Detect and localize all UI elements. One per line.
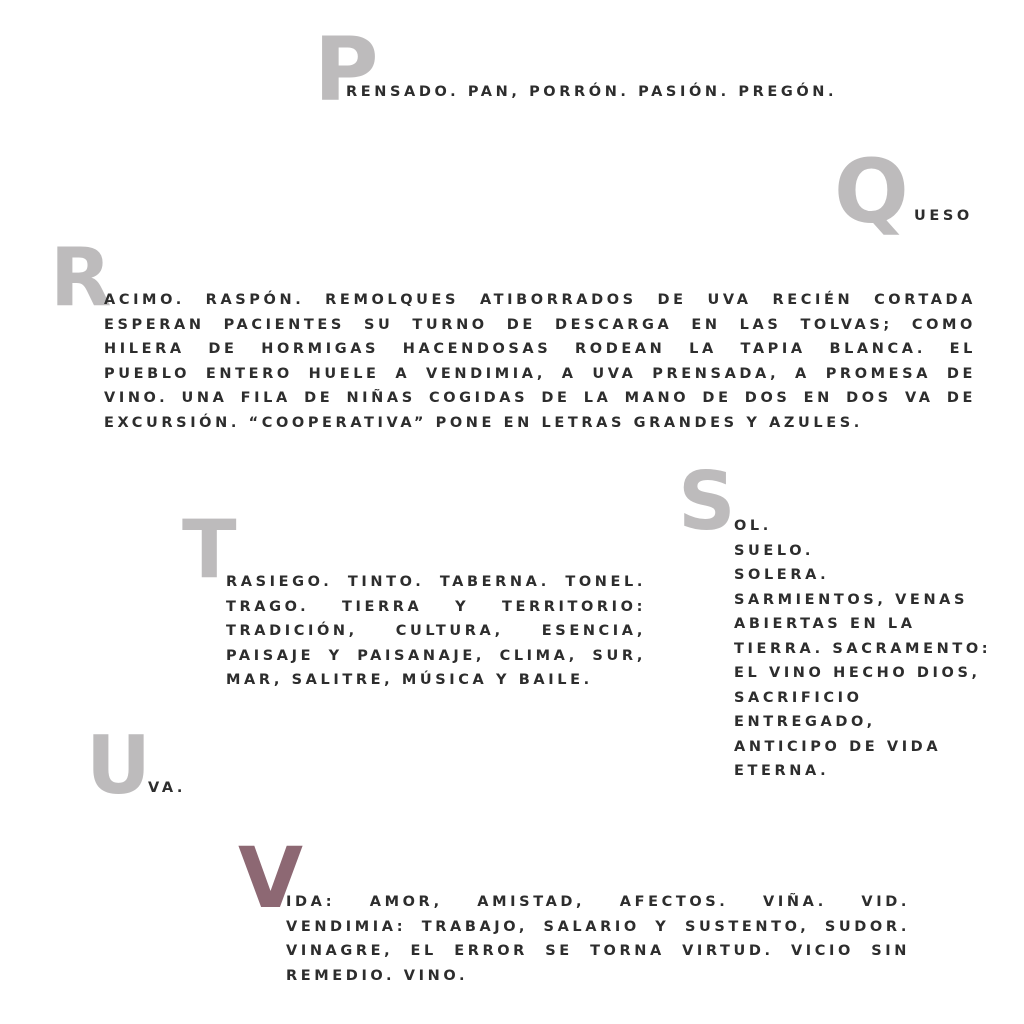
- entry-t-line: TRAGO. TIERRA Y TERRITORIO:: [226, 598, 646, 615]
- entry-s-line: ETERNA.: [734, 763, 830, 779]
- entry-v-line: REMEDIO. VINO.: [286, 967, 469, 984]
- entry-u-text: [148, 776, 186, 801]
- entry-s-line: ENTREGADO,: [734, 714, 876, 730]
- entry-q-line: UESO: [914, 208, 973, 224]
- entry-v-line: IDA: AMOR, AMISTAD, AFECTOS. VIÑA. VID.: [286, 894, 910, 910]
- drop-cap-p: P: [314, 18, 379, 121]
- entry-r-line: EXCURSIÓN. “COOPERATIVA” PONE EN LETRAS GRANDES Y AZULES.: [104, 414, 863, 431]
- entry-t-line: PAISAJE Y PAISANAJE, CLIMA, SUR,: [226, 647, 646, 664]
- entry-s-line: SOLERA.: [734, 567, 830, 583]
- entry-v-line: VENDIMIA: TRABAJO, SALARIO Y SUSTENTO, SUDOR.: [286, 918, 910, 935]
- entry-t-line: MAR, SALITRE, MÚSICA Y BAILE.: [226, 672, 593, 688]
- entry-r-line: VINO. UNA FILA DE NIÑAS COGIDAS DE LA MANO DE DOS EN DOS VA DE: [104, 390, 976, 406]
- entry-t-line: RASIEGO. TINTO. TABERNA. TONEL.: [226, 574, 646, 590]
- entry-r-text: [104, 288, 976, 435]
- drop-cap-v: V: [238, 829, 304, 927]
- entry-r-line: HILERA DE HORMIGAS HACENDOSAS RODEAN LA TAPIA BLANCA. EL: [104, 341, 976, 357]
- drop-cap-q: Q: [834, 140, 909, 243]
- entry-s-line: SARMIENTOS, VENAS: [734, 591, 969, 608]
- drop-cap-r: R: [50, 231, 112, 324]
- entry-q-text: [914, 204, 973, 229]
- entry-u-line: VA.: [148, 780, 187, 796]
- entry-s-line: TIERRA. SACRAMENTO:: [734, 640, 992, 657]
- entry-s-line: ABIERTAS EN LA: [734, 616, 916, 632]
- drop-cap-s: S: [678, 455, 736, 548]
- drop-cap-t: T: [182, 503, 237, 596]
- entry-r-line: PUEBLO ENTERO HUELE A VENDIMIA, A UVA PRENSADA, A PROMESA DE: [104, 365, 976, 382]
- drop-cap-u: U: [86, 719, 151, 812]
- entry-s-text: [734, 514, 991, 784]
- entry-p-line: RENSADO. PAN, PORRÓN. PASIÓN. PREGÓN.: [346, 84, 838, 100]
- entry-t-text: [226, 570, 646, 693]
- entry-r-line: ACIMO. RASPÓN. REMOLQUES ATIBORRADOS DE UVA RECIÉN CORTADA: [104, 292, 976, 308]
- entry-p-text: [346, 80, 837, 105]
- entry-v-line: VINAGRE, EL ERROR SE TORNA VIRTUD. VICIO SIN: [286, 943, 910, 959]
- entry-v-text: [286, 890, 910, 988]
- entry-s-line: OL.: [734, 518, 772, 534]
- entry-s-line: EL VINO HECHO DIOS,: [734, 665, 981, 681]
- entry-r-line: ESPERAN PACIENTES SU TURNO DE DESCARGA EN LAS TOLVAS; COMO: [104, 316, 976, 333]
- entry-s-line: ANTICIPO DE VIDA: [734, 738, 942, 755]
- entry-s-line: SACRIFICIO: [734, 689, 863, 706]
- entry-t-line: TRADICIÓN, CULTURA, ESENCIA,: [226, 623, 646, 639]
- entry-s-line: SUELO.: [734, 542, 814, 559]
